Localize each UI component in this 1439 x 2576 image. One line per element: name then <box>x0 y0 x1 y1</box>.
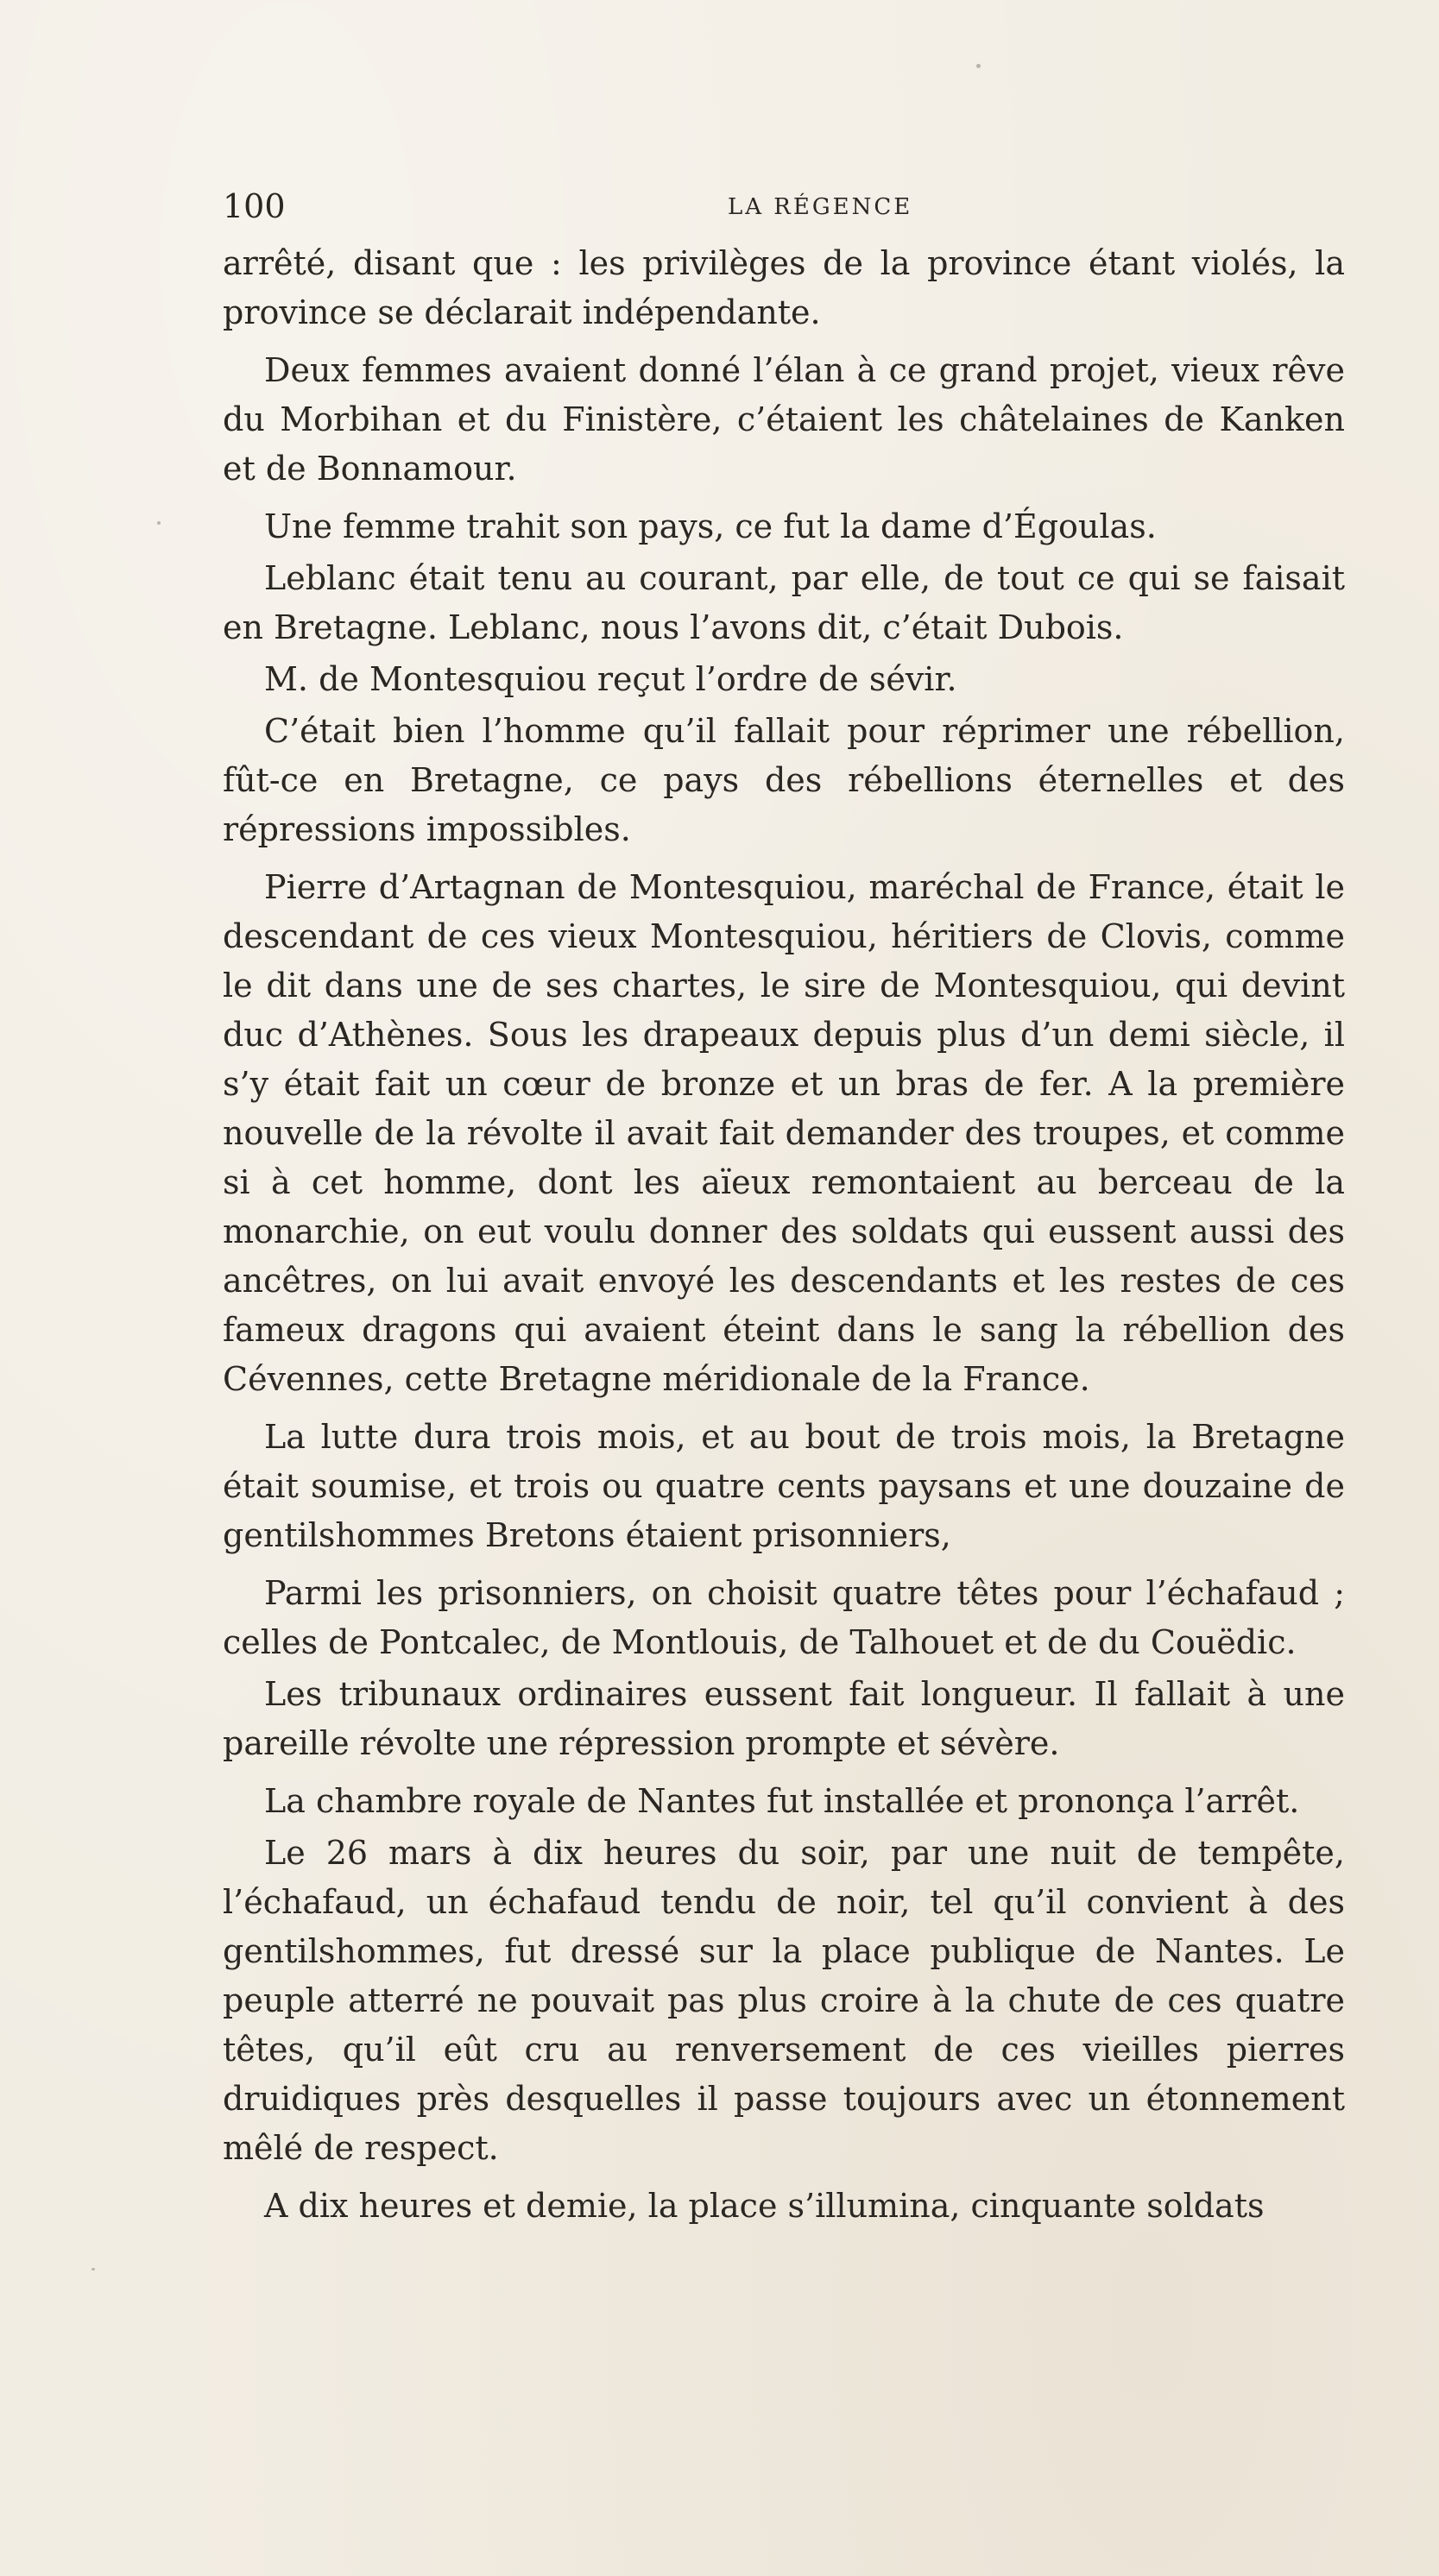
paragraph: Leblanc était tenu au courant, par elle, de tout ce qui se faisait en Bretagne. Leblanc, nous l’avons dit, c’était Dubois. <box>223 559 1345 646</box>
paragraph: Une femme trahit son pays, ce fut la dame d’Égoulas. <box>264 507 1157 545</box>
paragraph: La lutte dura trois mois, et au bout de trois mois, la Bretagne était soumise, et trois ou quatre cents paysans et une douzaine de gentilshommes Bretons étaient prisonniers, <box>223 1418 1345 1554</box>
paper-speck <box>976 64 981 68</box>
body-text <box>223 239 1345 2233</box>
paragraph: Parmi les prisonniers, on choisit quatre têtes pour l’échafaud ; celles de Pontcalec, de Montlouis, de Talhouet et de du Couëdic. <box>223 1574 1345 1661</box>
paragraph: C’était bien l’homme qu’il fallait pour réprimer une rébellion, fût-ce en Bretagne, ce pays des rébellions éternelles et des répressions impossibles. <box>223 712 1345 848</box>
paragraph: Deux femmes avaient donné l’élan à ce grand projet, vieux rêve du Morbihan et du Finistère, c’étaient les châtelaines de Kanken et de Bonnamour. <box>223 351 1345 488</box>
paragraph: La chambre royale de Nantes fut installée et prononça l’arrêt. <box>264 1782 1300 1820</box>
paragraph: arrêté, disant que : les privilèges de la province étant violés, la province se déclarait indépendante. <box>223 244 1345 331</box>
paper-speck <box>157 521 161 525</box>
page-number: 100 <box>223 187 286 225</box>
running-title: LA RÉGENCE <box>728 194 913 220</box>
paper-speck <box>92 2268 95 2271</box>
paragraph: M. de Montesquiou reçut l’ordre de sévir. <box>264 660 957 698</box>
paragraph: Pierre d’Artagnan de Montesquiou, maréchal de France, était le descendant de ces vieux Montesquiou, héritiers de Clovis, comme le dit dans une de ses chartes, le sire de Montesquiou, qui devint duc d’Athènes. Sous les drapeaux depuis plus d’un demi siècle, il s’y était fait un cœur de bronze et un bras de fer. A la première nouvelle de la révolte il avait fait demander des troupes, et comme si à cet homme, dont les aïeux remontaient au berceau de la monarchie, on eut voulu donner des soldats qui eussent aussi des ancêtres, on lui avait envoyé les descendants et les restes de ces fameux dragons qui avaient éteint dans le sang la rébellion des Cévennes, cette Bretagne méridionale de la France. <box>223 868 1345 1398</box>
paragraph: Le 26 mars à dix heures du soir, par une nuit de tempête, l’échafaud, un échafaud tendu de noir, tel qu’il convient à des gentilshommes, fut dressé sur la place publique de Nantes. Le peuple atterré ne pouvait pas plus croire à la chute de ces quatre têtes, qu’il eût cru au renversement de ces vieilles pierres druidiques près desquelles il passe toujours avec un étonnement mêlé de respect. <box>223 1834 1345 2167</box>
paragraph: Les tribunaux ordinaires eussent fait longueur. Il fallait à une pareille révolte une répression prompte et sévère. <box>223 1675 1345 1762</box>
paragraph: A dix heures et demie, la place s’illumina, cinquante soldats <box>264 2187 1265 2225</box>
page-header <box>223 185 1345 228</box>
